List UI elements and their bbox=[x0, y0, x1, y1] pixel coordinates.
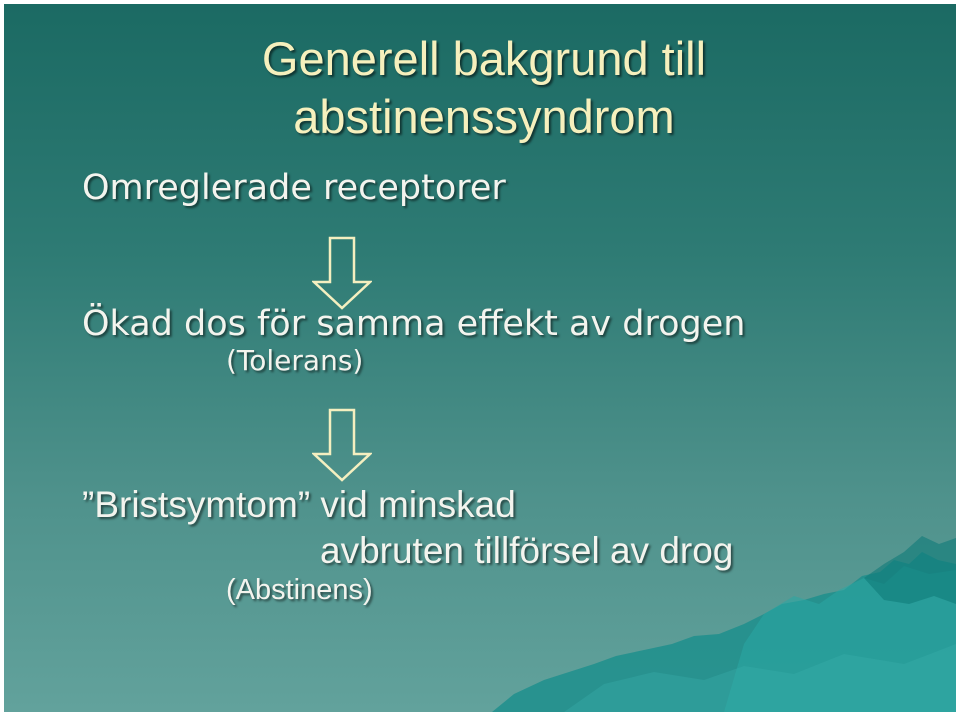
statement-receptors: Omreglerade receptorer bbox=[82, 168, 506, 208]
statement-interrupted-supply: avbruten tillförsel av drog bbox=[320, 530, 734, 571]
label-abstinence: (Abstinens) bbox=[226, 574, 373, 606]
statement-deficiency-symptoms: ”Bristsymtom” vid minskad bbox=[82, 484, 516, 525]
statement-increased-dose: Ökad dos för samma effekt av drogen bbox=[82, 304, 746, 344]
down-arrow-icon bbox=[312, 236, 372, 310]
label-tolerance: (Tolerans) bbox=[226, 344, 364, 377]
down-arrow-icon bbox=[312, 408, 372, 482]
slide bbox=[4, 4, 956, 712]
slide-title: Generell bakgrund till abstinenssyndrom bbox=[261, 32, 707, 143]
